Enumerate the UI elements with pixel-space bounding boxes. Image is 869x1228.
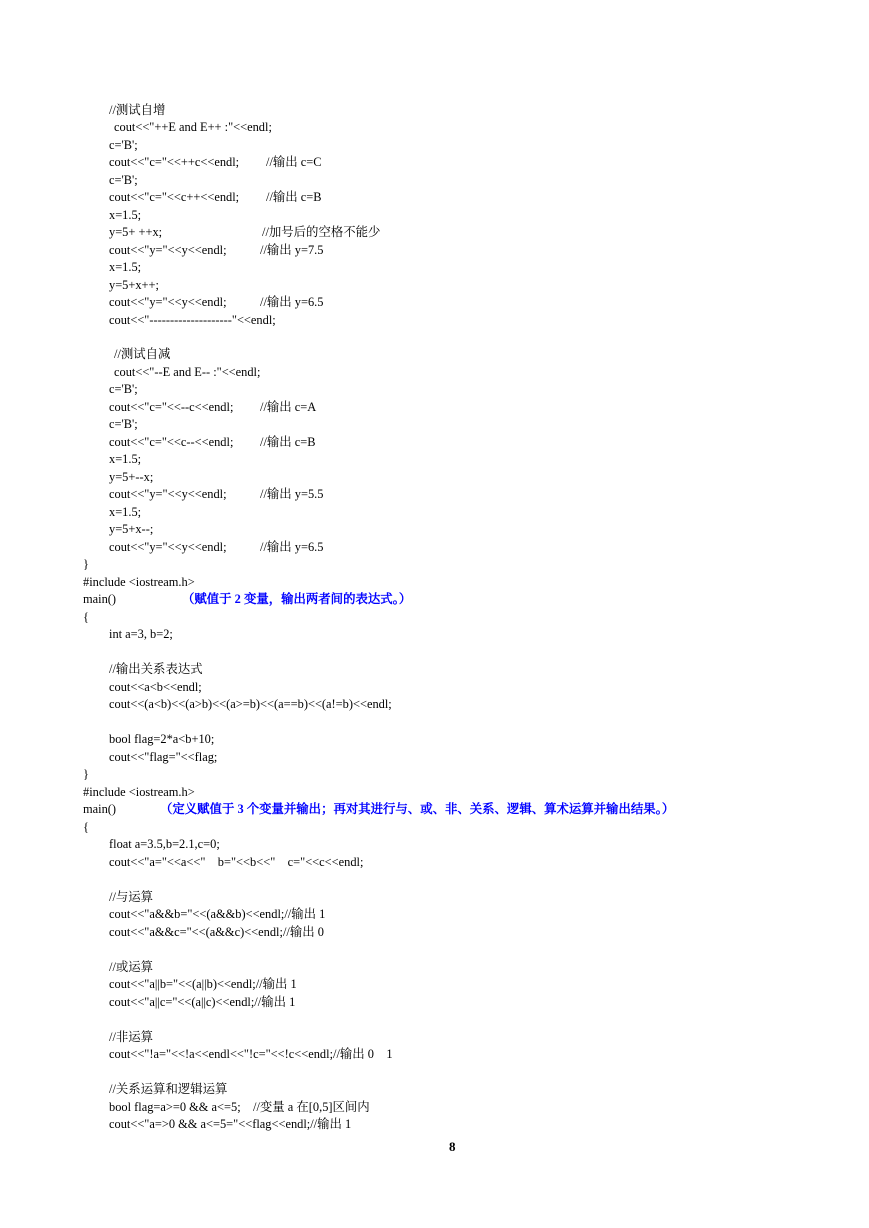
code-line: y=5+x--; bbox=[109, 522, 154, 536]
code-line: cout<<"a&&b="<<(a&&b)<<endl;//输出 1 bbox=[109, 907, 326, 921]
code-line: main() bbox=[83, 592, 117, 606]
code-line: cout<<"c="<<c++<<endl; bbox=[109, 190, 240, 204]
code-line: cout<<"--------------------"<<endl; bbox=[109, 313, 276, 327]
code-line: //测试自增 bbox=[109, 103, 166, 117]
code-line: cout<<"--E and E-- :"<<endl; bbox=[114, 365, 261, 379]
code-line: { bbox=[83, 820, 89, 834]
code-line: cout<<"c="<<c--<<endl; bbox=[109, 435, 234, 449]
code-line: cout<<"a=>0 && a<=5="<<flag<<endl;//输出 1 bbox=[109, 1117, 352, 1131]
code-line: //非运算 bbox=[109, 1030, 154, 1044]
code-line: //或运算 bbox=[109, 960, 154, 974]
annotation-note: （定义赋值于 3 个变量并输出；再对其进行与、或、非、关系、逻辑、算术运算并输出结果。） bbox=[160, 802, 675, 816]
code-line: { bbox=[83, 610, 89, 624]
code-line: cout<<"y="<<y<<endl; bbox=[109, 243, 227, 257]
code-line: cout<<"c="<<--c<<endl; bbox=[109, 400, 234, 414]
code-line: c='B'; bbox=[109, 173, 138, 187]
code-line: } bbox=[83, 557, 89, 571]
code-line: x=1.5; bbox=[109, 452, 142, 466]
code-line: x=1.5; bbox=[109, 208, 142, 222]
code-line: x=1.5; bbox=[109, 260, 142, 274]
code-line: #include <iostream.h> bbox=[83, 785, 195, 799]
page-number: 8 bbox=[449, 1139, 456, 1154]
code-comment: //输出 c=A bbox=[260, 400, 317, 414]
code-line: cout<<"a="<<a<<" b="<<b<<" c="<<c<<endl; bbox=[109, 855, 364, 869]
code-line: y=5+--x; bbox=[109, 470, 154, 484]
code-line: cout<<"y="<<y<<endl; bbox=[109, 295, 227, 309]
code-line: cout<<"flag="<<flag; bbox=[109, 750, 218, 764]
code-line: c='B'; bbox=[109, 417, 138, 431]
code-line: c='B'; bbox=[109, 138, 138, 152]
code-line: bool flag=2*a<b+10; bbox=[109, 732, 215, 746]
code-line: float a=3.5,b=2.1,c=0; bbox=[109, 837, 220, 851]
code-comment: //输出 c=B bbox=[266, 190, 322, 204]
code-comment: //输出 c=B bbox=[260, 435, 316, 449]
code-line: //与运算 bbox=[109, 890, 154, 904]
code-line: } bbox=[83, 767, 89, 781]
code-comment: //加号后的空格不能少 bbox=[262, 225, 381, 239]
code-line: y=5+ ++x; bbox=[109, 225, 163, 239]
code-comment: //输出 y=6.5 bbox=[260, 295, 324, 309]
code-line: cout<<"a||c="<<(a||c)<<endl;//输出 1 bbox=[109, 995, 296, 1009]
code-line: int a=3, b=2; bbox=[109, 627, 173, 641]
code-comment: //输出 c=C bbox=[266, 155, 322, 169]
code-line: cout<<"!a="<<!a<<endl<<"!c="<<!c<<endl;//输出 0 1 bbox=[109, 1047, 393, 1061]
code-comment: //输出 y=7.5 bbox=[260, 243, 324, 257]
code-line: //输出关系表达式 bbox=[109, 662, 203, 676]
annotation-note: （赋值于 2 变量，输出两者间的表达式。） bbox=[182, 592, 412, 606]
code-line: //测试自减 bbox=[114, 347, 171, 361]
code-line: cout<<"c="<<++c<<endl; bbox=[109, 155, 240, 169]
code-line: cout<<"y="<<y<<endl; bbox=[109, 487, 227, 501]
code-line: main() bbox=[83, 802, 117, 816]
code-comment: //输出 y=5.5 bbox=[260, 487, 324, 501]
code-line: y=5+x++; bbox=[109, 278, 159, 292]
code-line: cout<<"++E and E++ :"<<endl; bbox=[114, 120, 272, 134]
code-line: #include <iostream.h> bbox=[83, 575, 195, 589]
code-line: x=1.5; bbox=[109, 505, 142, 519]
code-line: cout<<"y="<<y<<endl; bbox=[109, 540, 227, 554]
code-line: //关系运算和逻辑运算 bbox=[109, 1082, 228, 1096]
code-line: cout<<(a<b)<<(a>b)<<(a>=b)<<(a==b)<<(a!=b)<<endl; bbox=[109, 697, 392, 711]
code-line: cout<<"a&&c="<<(a&&c)<<endl;//输出 0 bbox=[109, 925, 324, 939]
code-comment: //输出 y=6.5 bbox=[260, 540, 324, 554]
code-line: cout<<"a||b="<<(a||b)<<endl;//输出 1 bbox=[109, 977, 297, 991]
code-line: bool flag=a>=0 && a<=5; //变量 a 在[0,5]区间内 bbox=[109, 1100, 370, 1114]
code-line: cout<<a<b<<endl; bbox=[109, 680, 202, 694]
code-line: c='B'; bbox=[109, 382, 138, 396]
